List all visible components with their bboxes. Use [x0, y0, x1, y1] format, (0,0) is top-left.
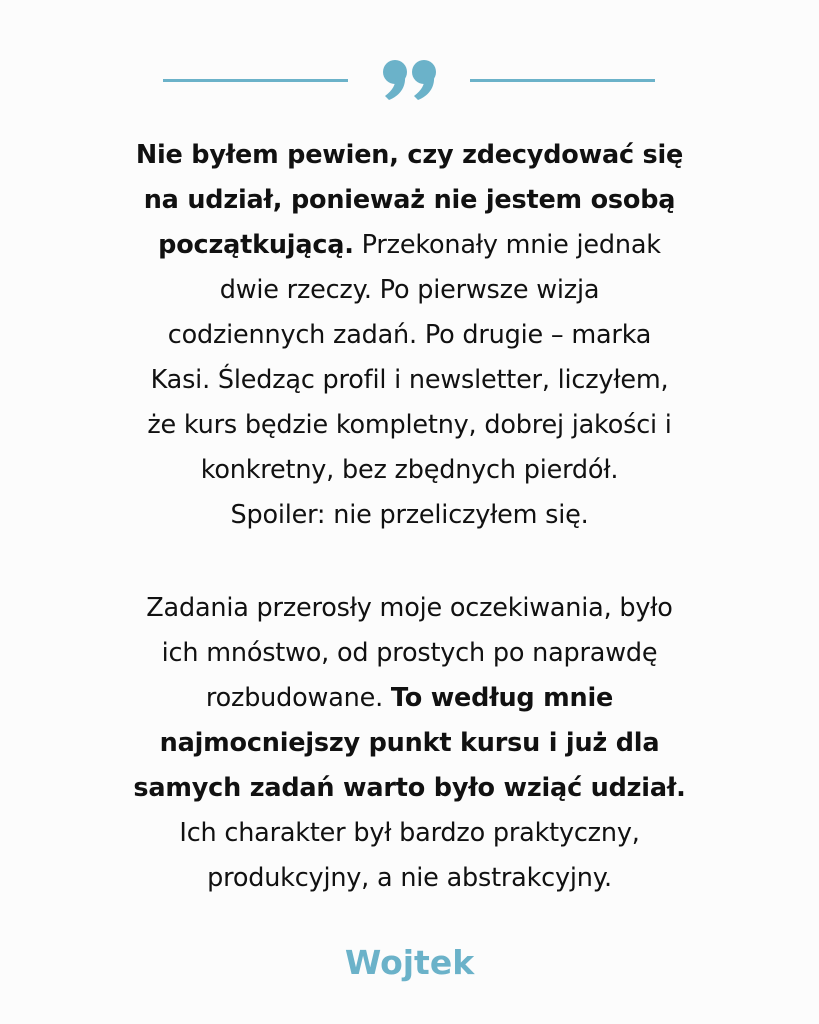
- left-divider-line: [163, 79, 348, 82]
- text-line: produkcyjny, a nie abstrakcyjny.: [207, 863, 612, 893]
- right-divider-line: [470, 79, 655, 82]
- regular-text: Przekonały mnie jednak: [353, 230, 661, 260]
- text-line: [40, 178, 779, 223]
- text-line: Spoiler: nie przeliczyłem się.: [230, 500, 589, 530]
- bold-text: najmocniejszy punkt kursu i już dla: [159, 728, 660, 758]
- bold-text: początkującą.: [158, 230, 354, 260]
- text-line: że kurs będzie kompletny, dobrej jakości i: [147, 410, 672, 440]
- text-line: codziennych zadań. Po drugie – marka: [167, 320, 652, 350]
- text-line: [40, 721, 779, 766]
- testimonial-paragraph-1: [40, 133, 779, 538]
- text-line: [40, 766, 779, 811]
- bold-text: samych zadań warto było wziąć udział.: [133, 773, 686, 803]
- testimonial-paragraph-2: [40, 586, 779, 901]
- regular-text: rozbudowane.: [205, 683, 391, 713]
- author-name: Wojtek: [344, 943, 475, 982]
- text-line: ich mnóstwo, od prostych po naprawdę: [161, 638, 658, 668]
- text-line: dwie rzeczy. Po pierwsze wizja: [219, 275, 600, 305]
- text-line: [40, 676, 779, 721]
- text-line: [40, 223, 779, 268]
- bold-text: To według mnie: [390, 683, 614, 713]
- bold-text: Nie byłem pewien, czy zdecydować się: [135, 140, 684, 170]
- closing-quote-icon: [379, 52, 441, 112]
- bold-text: na udział, ponieważ nie jestem osobą: [143, 185, 676, 215]
- text-line: Ich charakter był bardzo praktyczny,: [179, 818, 640, 848]
- text-line: Kasi. Śledząc profil i newsletter, liczyłem,: [150, 365, 669, 395]
- text-line: Zadania przerosły moje oczekiwania, było: [146, 593, 673, 623]
- text-line: [40, 133, 779, 178]
- text-line: konkretny, bez zbędnych pierdół.: [200, 455, 619, 485]
